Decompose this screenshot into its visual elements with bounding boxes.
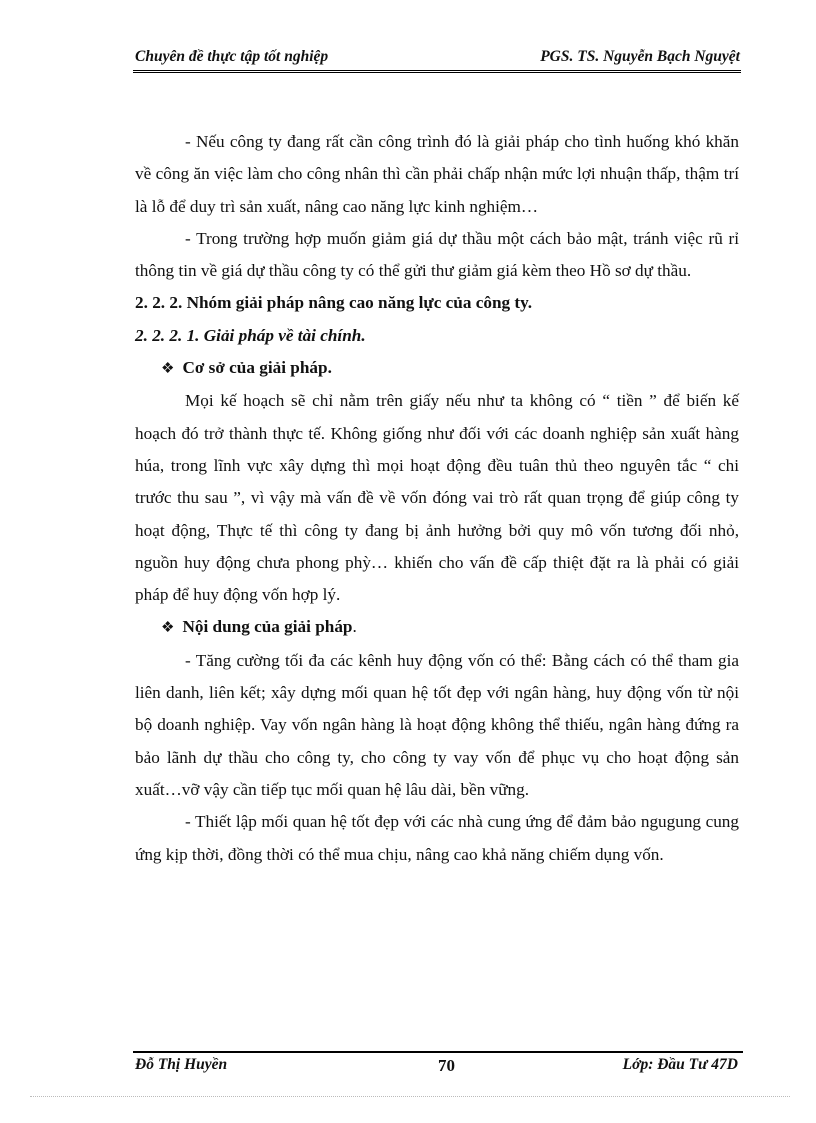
- page-number: 70: [438, 1056, 455, 1075]
- subsection-heading: 2. 2. 2. 1. Giải pháp về tài chính.: [135, 325, 366, 345]
- paragraph-4: - Tăng cường tối đa các kênh huy động vốn có thể: Bằng cách có thể tham gia liên danh, liên kết; xây dựng mối quan hệ tốt đẹp với ngân hàng, huy động vốn từ nội bộ doanh nghiệp. Vay vốn ngân hàng là hoạt động không thể thiếu, ngân hàng đứng ra bảo lãnh dự thầu cho công ty, cho công ty vay vốn để phục vụ cho hoạt động sản xuất…vỡ vậy cần tiếp tục mối quan hệ lâu dài, bền vững.: [135, 650, 739, 799]
- footer-divider: [133, 1051, 743, 1053]
- footer-class: Lớp: Đầu Tư 47D: [622, 1056, 738, 1073]
- bullet-heading-content: [135, 611, 739, 644]
- paragraph-2: - Trong trường hợp muốn giảm giá dự thầu một cách bảo mật, tránh việc rũ rỉ thông tin về giá dự thầu công ty có thể gửi thư giảm giá kèm theo Hồ sơ dự thầu.: [135, 228, 739, 281]
- paragraph-1: - Nếu công ty đang rất cần công trình đó là giải pháp cho tình huống khó khăn về công ăn việc làm cho công nhân thì cần phải chấp nhận mức lợi nhuận thấp, thậm trí là lỗ để duy trì sản xuất, nâng cao năng lực kinh nghiệm…: [135, 132, 739, 216]
- bullet-heading-basis: [135, 352, 739, 385]
- paragraph-5: - Thiết lập mối quan hệ tốt đẹp với các nhà cung ứng để đảm bảo ngugung cung ứng kịp thời, đồng thời có thể mua chịu, nâng cao khả năng chiếm dụng vốn.: [135, 812, 739, 864]
- page-header: [135, 48, 740, 70]
- page-bottom-border: [30, 1096, 790, 1097]
- page-body: [135, 126, 739, 871]
- page-footer: [135, 1056, 740, 1078]
- diamond-bullet-icon: ❖: [161, 361, 175, 378]
- bullet-heading-basis-text: Cơ sở của giải pháp.: [182, 358, 332, 378]
- header-divider: [133, 70, 741, 73]
- footer-author: Đỗ Thị Huyền: [135, 1056, 228, 1073]
- header-title: Chuyên đề thực tập tốt nghiệp: [135, 48, 329, 65]
- diamond-bullet-icon: ❖: [161, 620, 175, 637]
- bullet-heading-content-text: Nội dung của giải pháp: [182, 617, 353, 637]
- header-author: PGS. TS. Nguyễn Bạch Nguyệt: [540, 48, 740, 65]
- bullet-heading-content-period: .: [352, 617, 357, 637]
- section-heading: 2. 2. 2. Nhóm giải pháp nâng cao năng lực của công ty.: [135, 293, 533, 313]
- paragraph-3: Mọi kế hoạch sẽ chỉ nằm trên giấy nếu như ta không có “ tiền ” để biến kế hoạch đó trở thành thực tế. Không giống như đối với các doanh nghiệp sản xuất hàng húa, trong lĩnh vực xây dựng thì mọi hoạt động đều tuân thủ theo nguyên tắc “ chi trước thu sau ”, vì vậy mà vấn đề về vốn đóng vai trò rất quan trọng để giúp công ty hoạt động, Thực tế thì công ty đang bị ảnh hưởng bởi quy mô vốn tương đối nhỏ, nguồn huy động chưa phong phỳ… khiến cho vấn đề cấp thiệt đặt ra là phải có giải pháp để huy động vốn hợp lý.: [135, 391, 739, 605]
